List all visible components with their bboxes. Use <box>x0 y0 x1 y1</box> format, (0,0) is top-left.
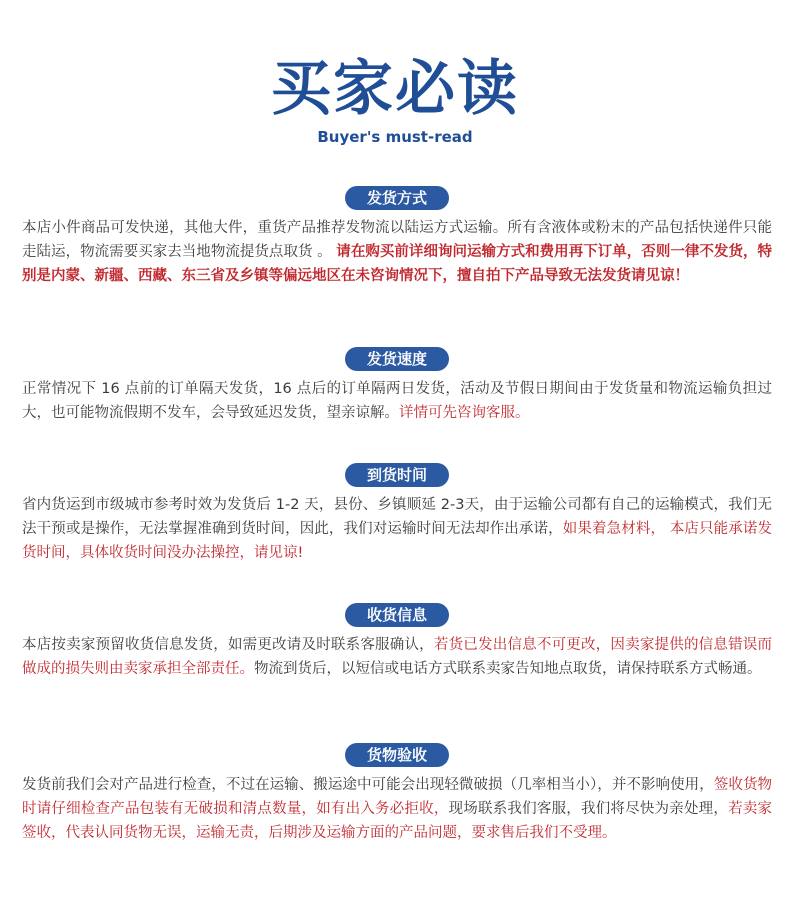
section-badge: 发货方式 <box>345 186 449 210</box>
highlight-text: 若货已发出信息不可更改，因卖家提供的信息错误而做成的损失则由卖家承担全部责任。 <box>22 637 773 677</box>
body-text: 省内货运到市级城市参考时效为发货后 1-2 天，县份、乡镇顺延 2-3天，由于运输公司都有自己的运输模式，我们无法干预或是操作，无法掌握准确到货时间，因此，我们对运输时间无法却作出承诺， <box>22 497 772 537</box>
highlight-text: 如果着急材料， 本店只能承诺发货时间，具体收货时间没办法操控，请见谅! <box>22 521 773 561</box>
body-text: 现场联系我们客服，我们将尽快为亲处理， <box>448 801 729 817</box>
body-text: 本店小件商品可发快递，其他大件，重货产品推荐发物流以陆运方式运输。所有含液体或粉末的产品包括快递件只能走陆运，物流需要买家去当地物流提货点取货 。 <box>22 220 772 260</box>
section-shipping-method <box>22 186 772 288</box>
section-receiving-info <box>22 603 772 681</box>
body-text: 发货前我们会对产品进行检查，不过在运输、搬运途中可能会出现轻微破损（几率相当小），并不影响使用， <box>22 777 714 793</box>
section-shipping-speed <box>22 347 772 425</box>
page-title: 买家必读 <box>271 54 519 124</box>
section-badge: 货物验收 <box>345 743 449 767</box>
body-text: 本店按卖家预留收货信息发货，如需更改请及时联系客服确认， <box>22 637 434 653</box>
section-badge: 发货速度 <box>345 347 449 371</box>
section-goods-inspection <box>22 743 772 845</box>
section-body <box>22 377 772 425</box>
section-arrival-time <box>22 463 772 565</box>
highlight-text: 详情可先咨询客服。 <box>399 405 530 421</box>
section-body <box>22 633 772 681</box>
body-text: 正常情况下 16 点前的订单隔天发货，16 点后的订单隔两日发货，活动及节假日期间由于发货量和物流运输负担过大，也可能物流假期不发车，会导致延迟发货，望亲谅解。 <box>22 381 772 421</box>
section-badge: 到货时间 <box>345 463 449 487</box>
section-body <box>22 773 772 845</box>
highlight-text: 签收货物时请仔细检查产品包装有无破损和清点数量，如有出入务必拒收， <box>22 777 773 817</box>
warning-text: 请在购买前详细询问运输方式和费用再下订单，否则一律不发货，特别是内蒙、新疆、西藏、东三省及乡镇等偏远地区在未咨询情况下，擅自拍下产品导致无法发货请见谅！ <box>22 244 773 284</box>
page-subtitle: Buyer's must-read <box>317 128 473 146</box>
section-body <box>22 216 772 288</box>
highlight-text: 若卖家签收，代表认同货物无误，运输无责，后期涉及运输方面的产品问题，要求售后我们不受理。 <box>22 801 773 841</box>
section-body <box>22 493 772 565</box>
section-badge: 收货信息 <box>345 603 449 627</box>
body-text: 物流到货后，以短信或电话方式联系卖家告知地点取货，请保持联系方式畅通。 <box>254 661 762 677</box>
